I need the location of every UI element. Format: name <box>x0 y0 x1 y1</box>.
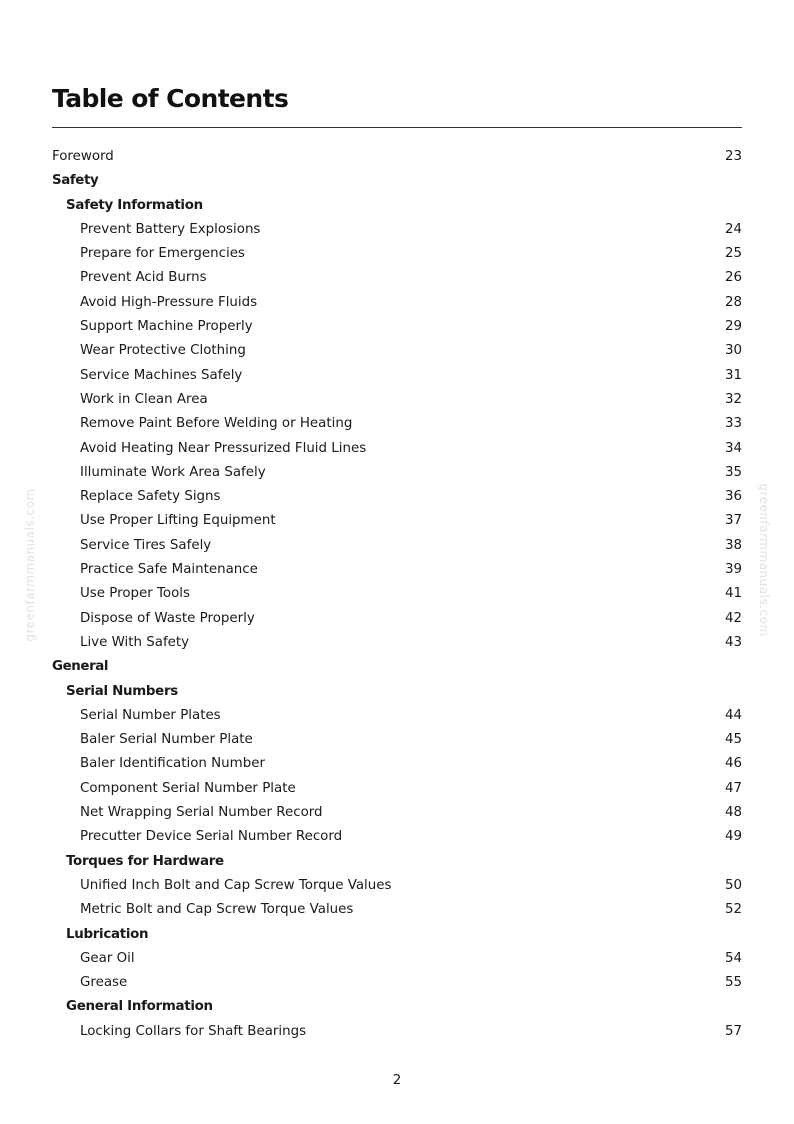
toc-entry[interactable] <box>52 339 742 363</box>
toc-entry-label: Grease <box>80 975 128 991</box>
toc-entry-label: Prevent Acid Burns <box>80 270 207 286</box>
toc-entry-page: 26 <box>724 270 742 286</box>
toc-entry[interactable] <box>52 752 742 776</box>
toc-entry-page: 35 <box>724 464 742 480</box>
toc-entry-label: Safety <box>52 173 99 189</box>
toc-entry-page: 37 <box>724 513 742 529</box>
toc-entry-page: 41 <box>724 586 742 602</box>
toc-entry-page: 23 <box>724 149 742 164</box>
toc-entry[interactable] <box>52 145 742 169</box>
toc-entry[interactable] <box>52 461 742 485</box>
toc-entry[interactable] <box>52 607 742 631</box>
toc-entry-page: 49 <box>724 829 742 845</box>
toc-entry[interactable] <box>52 582 742 606</box>
toc-entry-page: 25 <box>724 246 742 262</box>
watermark-left: greenfarmmanuals.com <box>23 488 37 642</box>
toc-entry-label: Metric Bolt and Cap Screw Torque Values <box>80 902 354 918</box>
page-title: Table of Contents <box>52 84 289 113</box>
toc-list <box>52 145 742 1044</box>
toc-entry-label: Use Proper Lifting Equipment <box>80 513 276 529</box>
toc-entry-page: 57 <box>724 1023 742 1039</box>
toc-entry[interactable] <box>52 485 742 509</box>
toc-entry-page: 52 <box>724 902 742 918</box>
toc-entry[interactable] <box>52 315 742 339</box>
toc-entry[interactable] <box>52 898 742 922</box>
toc-entry-label: Baler Identification Number <box>80 756 265 772</box>
toc-entry-label: Avoid Heating Near Pressurized Fluid Lines <box>80 440 367 456</box>
toc-entry-label: Live With Safety <box>80 634 190 650</box>
toc-entry-label: General Information <box>66 999 213 1015</box>
toc-entry-page: 45 <box>724 732 742 748</box>
toc-entry[interactable] <box>52 971 742 995</box>
toc-entry[interactable] <box>52 242 742 266</box>
toc-entry-page: 55 <box>724 975 742 991</box>
toc-section-heading <box>52 194 742 218</box>
toc-entry-page: 47 <box>724 780 742 796</box>
toc-entry-page: 24 <box>724 221 742 237</box>
toc-entry-label: Component Serial Number Plate <box>80 780 296 796</box>
toc-entry-page: 43 <box>724 634 742 650</box>
toc-entry[interactable] <box>52 558 742 582</box>
toc-entry[interactable] <box>52 874 742 898</box>
toc-entry[interactable] <box>52 631 742 655</box>
toc-entry-label: Serial Number Plates <box>80 707 221 723</box>
toc-entry-label: Serial Numbers <box>66 683 178 699</box>
toc-entry[interactable] <box>52 534 742 558</box>
toc-entry-label: Lubrication <box>66 926 149 942</box>
toc-entry[interactable] <box>52 412 742 436</box>
watermark-right: greenfarmmanuals.com <box>757 483 771 637</box>
toc-entry-page: 46 <box>724 756 742 772</box>
toc-entry-page: 38 <box>724 537 742 553</box>
toc-entry[interactable] <box>52 218 742 242</box>
toc-entry-page: 34 <box>724 440 742 456</box>
toc-entry-page: 54 <box>724 950 742 966</box>
toc-entry[interactable] <box>52 364 742 388</box>
toc-entry-page: 30 <box>724 343 742 359</box>
toc-entry-label: General <box>52 659 109 675</box>
toc-section-heading <box>52 680 742 704</box>
toc-entry-label: Locking Collars for Shaft Bearings <box>80 1023 307 1039</box>
page-number: 2 <box>392 1073 402 1088</box>
toc-entry-label: Safety Information <box>66 197 203 213</box>
toc-entry-page: 44 <box>724 707 742 723</box>
toc-entry-page: 29 <box>724 319 742 335</box>
toc-entry-label: Net Wrapping Serial Number Record <box>80 805 323 821</box>
toc-section-heading <box>52 995 742 1019</box>
toc-entry-label: Avoid High-Pressure Fluids <box>80 294 258 310</box>
toc-entry-label: Torques for Hardware <box>66 853 224 869</box>
toc-entry[interactable] <box>52 825 742 849</box>
toc-section-heading <box>52 655 742 679</box>
toc-entry-page: 28 <box>724 294 742 310</box>
toc-entry-label: Dispose of Waste Properly <box>80 610 255 626</box>
toc-entry-page: 42 <box>724 610 742 626</box>
toc-entry[interactable] <box>52 266 742 290</box>
toc-entry-label: Illuminate Work Area Safely <box>80 464 266 480</box>
toc-entry[interactable] <box>52 509 742 533</box>
toc-entry-label: Support Machine Properly <box>80 319 253 335</box>
toc-entry-label: Replace Safety Signs <box>80 489 221 505</box>
toc-entry[interactable] <box>52 801 742 825</box>
toc-entry-label: Precutter Device Serial Number Record <box>80 829 343 845</box>
toc-entry[interactable] <box>52 1020 742 1044</box>
toc-entry[interactable] <box>52 704 742 728</box>
toc-entry-label: Use Proper Tools <box>80 586 191 602</box>
toc-entry[interactable] <box>52 437 742 461</box>
toc-section-heading <box>52 169 742 193</box>
toc-entry[interactable] <box>52 388 742 412</box>
toc-entry-label: Foreword <box>52 149 114 164</box>
toc-entry-page: 36 <box>724 489 742 505</box>
toc-entry-label: Service Machines Safely <box>80 367 243 383</box>
toc-entry[interactable] <box>52 728 742 752</box>
toc-entry-label: Work in Clean Area <box>80 391 208 407</box>
toc-entry-label: Remove Paint Before Welding or Heating <box>80 416 353 432</box>
toc-entry-label: Gear Oil <box>80 950 135 966</box>
toc-entry-label: Prevent Battery Explosions <box>80 221 261 237</box>
toc-entry[interactable] <box>52 777 742 801</box>
title-divider <box>52 127 742 128</box>
toc-entry-label: Unified Inch Bolt and Cap Screw Torque Values <box>80 877 392 893</box>
toc-entry-page: 48 <box>724 805 742 821</box>
toc-entry-label: Wear Protective Clothing <box>80 343 246 359</box>
toc-entry-page: 39 <box>724 562 742 578</box>
toc-entry-label: Baler Serial Number Plate <box>80 732 253 748</box>
toc-entry[interactable] <box>52 291 742 315</box>
toc-entry-page: 31 <box>724 367 742 383</box>
toc-entry-label: Prepare for Emergencies <box>80 246 245 262</box>
toc-section-heading <box>52 850 742 874</box>
toc-entry-page: 33 <box>724 416 742 432</box>
toc-entry-label: Service Tires Safely <box>80 537 212 553</box>
toc-entry-page: 50 <box>724 877 742 893</box>
toc-entry-page: 32 <box>724 391 742 407</box>
toc-entry[interactable] <box>52 947 742 971</box>
toc-section-heading <box>52 923 742 947</box>
toc-entry-label: Practice Safe Maintenance <box>80 562 258 578</box>
